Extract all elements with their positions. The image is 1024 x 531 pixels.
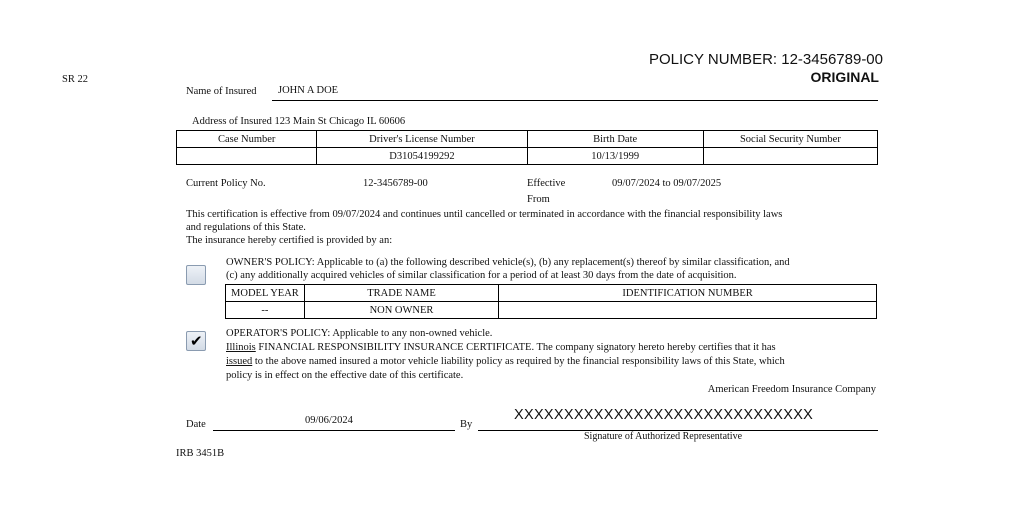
effective-period: 09/07/2024 to 09/07/2025 bbox=[612, 178, 722, 189]
checkmark-icon: ✔ bbox=[190, 332, 203, 350]
address-of-insured bbox=[192, 116, 405, 127]
header-birth-date: Birth Date bbox=[527, 131, 703, 148]
operators-policy-line3-rest: to the above named insured a motor vehicle liability policy as required by the financial responsibility laws of this State, which bbox=[252, 356, 785, 367]
copy-label: ORIGINAL bbox=[810, 69, 879, 85]
from-label: From bbox=[527, 194, 550, 205]
address-label: Address of Insured bbox=[192, 116, 272, 127]
current-policy-label: Current Policy No. bbox=[186, 178, 266, 189]
identification-table-header-row bbox=[177, 131, 878, 148]
date-value: 09/06/2024 bbox=[305, 415, 353, 426]
by-label: By bbox=[460, 419, 473, 430]
current-policy-number: 12-3456789-00 bbox=[363, 178, 428, 189]
operators-policy-checkbox[interactable] bbox=[186, 331, 206, 351]
owners-policy-checkbox[interactable] bbox=[186, 265, 206, 285]
certification-text-line1: This certification is effective from 09/07/2024 and continues until cancelled or terminated in accordance with the financial responsibility laws bbox=[186, 209, 783, 220]
effective-label: Effective bbox=[527, 178, 566, 189]
state-name: Illinois bbox=[226, 342, 256, 353]
operators-policy-line2 bbox=[226, 342, 776, 353]
name-of-insured-line bbox=[272, 84, 878, 101]
address-value: 123 Main St Chicago IL 60606 bbox=[274, 116, 406, 127]
operators-policy-line4: policy is in effect on the effective date of this certificate. bbox=[226, 370, 464, 381]
policy-number-header: POLICY NUMBER: 12-3456789-00 bbox=[648, 51, 883, 68]
name-of-insured-value: JOHN A DOE bbox=[278, 85, 339, 96]
identification-table-value-row bbox=[177, 148, 878, 165]
operators-policy-line1: OPERATOR'S POLICY: Applicable to any non-owned vehicle. bbox=[226, 328, 493, 339]
form-code: SR 22 bbox=[62, 74, 88, 85]
value-ssn bbox=[703, 148, 877, 165]
certificate-statement: FINANCIAL RESPONSIBILITY INSURANCE CERTIFICATE. The company signatory hereto hereby certifies that it has bbox=[258, 342, 776, 353]
owners-policy-line1: OWNER'S POLICY: Applicable to (a) the following described vehicle(s), (b) any replacement(s) thereof by similar classification, and bbox=[226, 257, 790, 268]
date-line bbox=[213, 414, 455, 431]
header-ssn: Social Security Number bbox=[703, 131, 877, 148]
signature-caption: Signature of Authorized Representative bbox=[584, 431, 743, 442]
company-name: American Freedom Insurance Company bbox=[707, 384, 876, 395]
owners-policy-line2: (c) any additionally acquired vehicles of similar classification for a period of at least 30 days from the date of acquisition. bbox=[226, 270, 737, 281]
issued-word: issued bbox=[226, 356, 253, 367]
value-model-year: -- bbox=[226, 302, 305, 319]
value-case-number bbox=[177, 148, 317, 165]
header-trade-name: TRADE NAME bbox=[304, 285, 498, 302]
date-label: Date bbox=[186, 419, 206, 430]
certification-text-line2: and regulations of this State. bbox=[186, 222, 306, 233]
identification-table bbox=[176, 130, 878, 165]
signature-value: XXXXXXXXXXXXXXXXXXXXXXXXXXXXXX bbox=[514, 407, 814, 423]
vehicle-table-value-row bbox=[226, 302, 877, 319]
vehicle-table bbox=[225, 284, 877, 319]
header-model-year: MODEL YEAR bbox=[226, 285, 305, 302]
header-drivers-license: Driver's License Number bbox=[317, 131, 527, 148]
value-identification-number bbox=[499, 302, 877, 319]
operators-policy-line3 bbox=[226, 356, 785, 367]
value-trade-name: NON OWNER bbox=[304, 302, 498, 319]
value-birth-date: 10/13/1999 bbox=[527, 148, 703, 165]
vehicle-table-header-row bbox=[226, 285, 877, 302]
footer-form-code: IRB 3451B bbox=[176, 448, 225, 459]
name-of-insured-label: Name of Insured bbox=[186, 86, 257, 97]
signature-line bbox=[478, 407, 878, 431]
provided-by-text: The insurance hereby certified is provided by an: bbox=[186, 235, 393, 246]
header-identification-number: IDENTIFICATION NUMBER bbox=[499, 285, 877, 302]
value-drivers-license: D31054199292 bbox=[317, 148, 527, 165]
header-case-number: Case Number bbox=[177, 131, 317, 148]
